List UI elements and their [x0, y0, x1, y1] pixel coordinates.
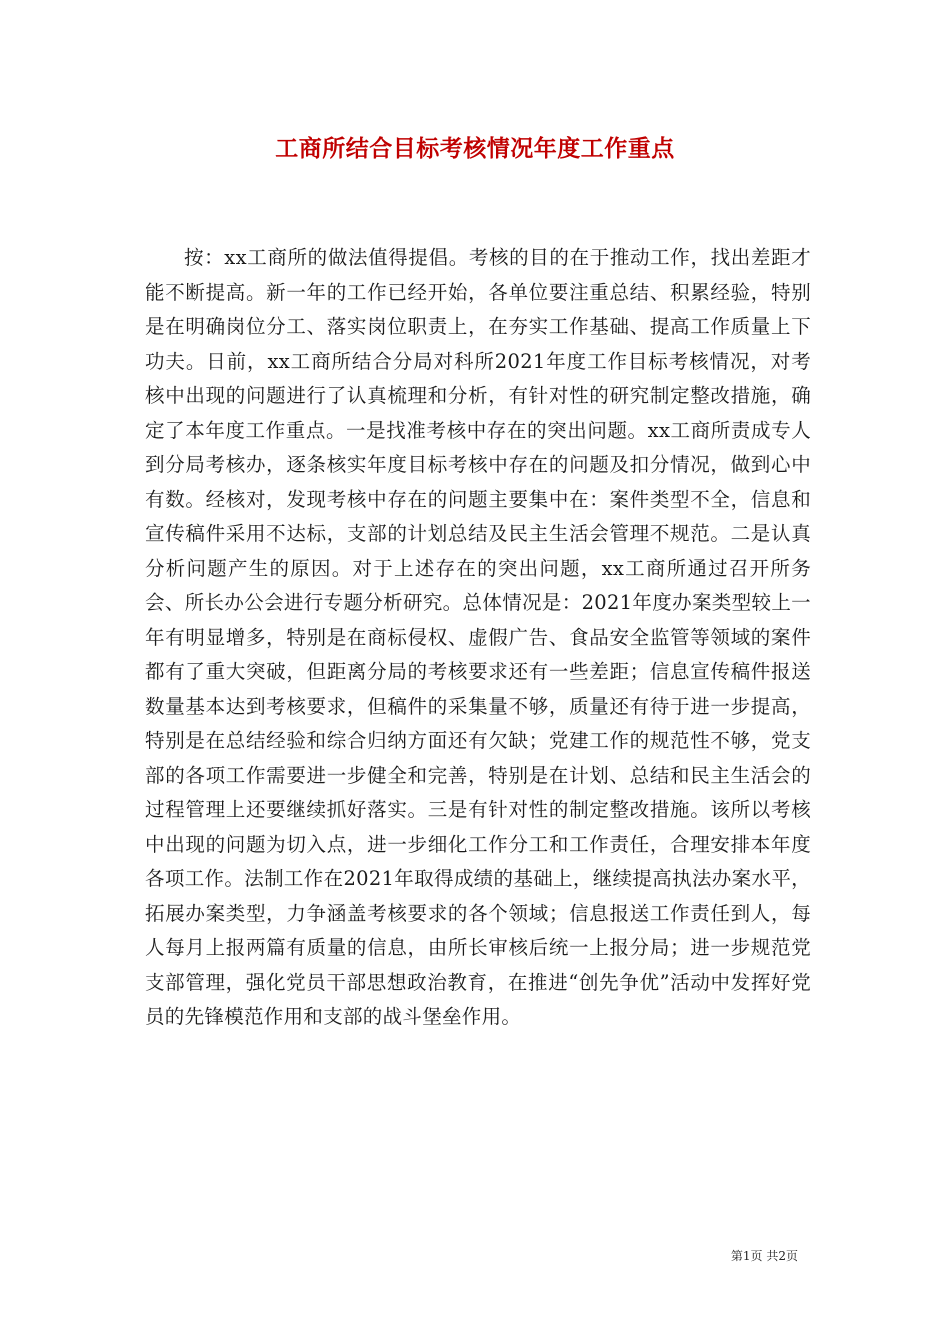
document-body-paragraph: 按：xx工商所的做法值得提倡。考核的目的在于推动工作，找出差距才能不断提高。新一年的工作已经开始，各单位要注重总结、积累经验，特别是在明确岗位分工、落实岗位职责上，在夯实工作基础、提高工作质量上下功夫。日前，xx工商所结合分局对科所2021年度工作目标考核情况，对考核中出现的问题进行了认真梳理和分析，有针对性的研究制定整改措施，确定了本年度工作重点。一是找准考核中存在的突出问题。xx工商所责成专人到分局考核办，逐条核实年度目标考核中存在的问题及扣分情况，做到心中有数。经核对，发现考核中存在的问题主要集中在：案件类型不全，信息和宣传稿件采用不达标，支部的计划总结及民主生活会管理不规范。二是认真分析问题产生的原因。对于上述存在的突出问题，xx工商所通过召开所务会、所长办公会进行专题分析研究。总体情况是：2021年度办案类型较上一年有明显增多，特别是在商标侵权、虚假广告、食品安全监管等领域的案件都有了重大突破，但距离分局的考核要求还有一些差距；信息宣传稿件报送数量基本达到考核要求，但稿件的采集量不够，质量还有待于进一步提高，特别是在总结经验和综合归纳方面还有欠缺；党建工作的规范性不够，党支部的各项工作需要进一步健全和完善，特别是在计划、总结和民主生活会的过程管理上还要继续抓好落实。三是有针对性的制定整改措施。该所以考核中出现的问题为切入点，进一步细化工作分工和工作责任，合理安排本年度各项工作。法制工作在2021年取得成绩的基础上，继续提高执法办案水平，拓展办案类型，力争涵盖考核要求的各个领域；信息报送工作责任到人，每人每月上报两篇有质量的信息，由所长审核后统一上报分局；进一步规范党支部管理，强化党员干部思想政治教育，在推进“创先争优”活动中发挥好党员的先锋模范作用和支部的战斗堡垒作用。 — [145, 246, 811, 1028]
document-title: 工商所结合目标考核情况年度工作重点 — [275, 135, 675, 162]
page-number-footer: 第1页 共2页 — [730, 1249, 798, 1263]
